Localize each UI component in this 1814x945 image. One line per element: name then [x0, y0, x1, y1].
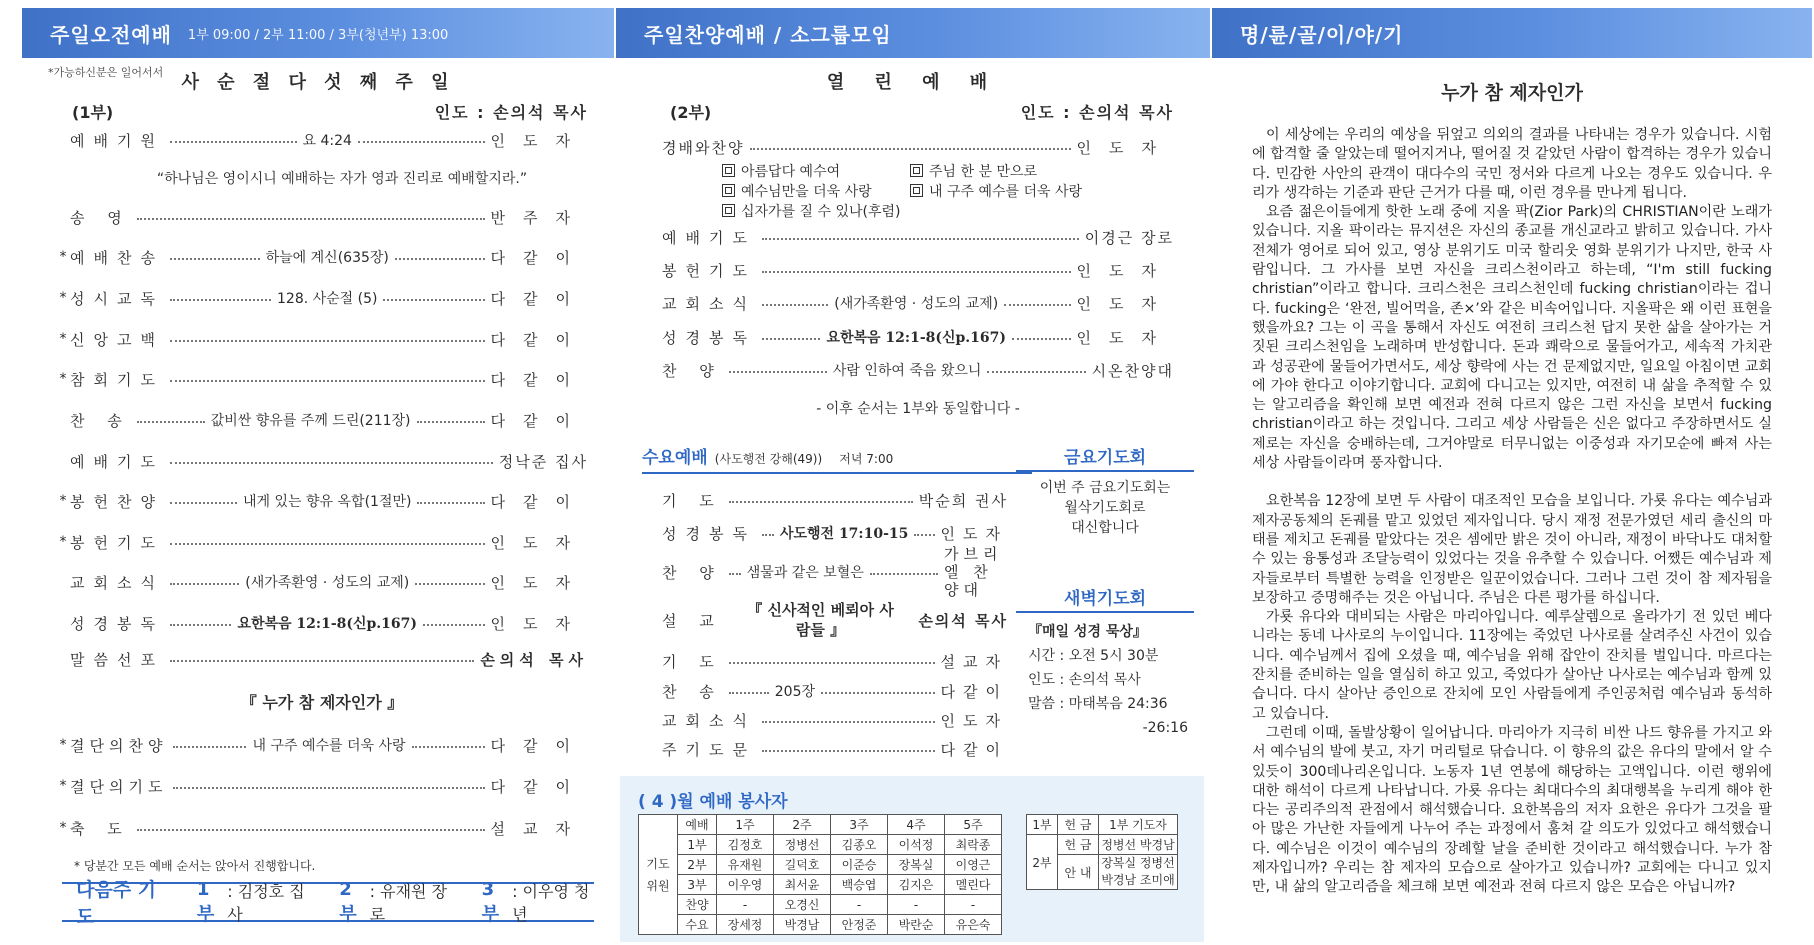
table-cell: 3부 — [678, 875, 717, 895]
offering-names: 정병선 박경남 — [1099, 835, 1178, 855]
leader-dots — [170, 340, 485, 342]
row-item: 『 신사적인 베뢰아 사람들 』 — [747, 601, 894, 639]
row-label: 찬 송 — [70, 411, 131, 430]
table-cell: 2부 — [678, 855, 717, 875]
table-cell: 오경신 — [774, 895, 831, 915]
order-row — [56, 129, 588, 151]
article-paragraph: 이 세상에는 우리의 예상을 뒤엎고 의외의 결과를 나타내는 경우가 있습니다. 시험에 합격할 줄 알았는데 떨어지거나, 떨어질 것 같았던 사람이 합격하는 경우가 있습니다. 민감한 사안의 관객이 대다수의 국민 정서와 다르게 나오는 경우도 있습니다. 우리가 생각하는 기준과 판단 근거가 다를 때, 이런 경우를 만나게 됩니다. — [1252, 127, 1772, 201]
row-leader: 다같이 — [490, 289, 588, 308]
leader-dots — [415, 583, 484, 585]
leader-dots — [417, 421, 485, 423]
leader-dots — [170, 660, 474, 662]
leader-dots — [729, 662, 935, 664]
table-row — [639, 895, 1002, 915]
row-leader: 인도자 — [1076, 138, 1174, 157]
story-title: 누가 참 제자인가 — [1441, 82, 1583, 104]
order-row — [662, 522, 1008, 544]
dawn-leader: 인도 : 손의석 목사 — [1028, 672, 1141, 688]
row-label: 예배기도 — [662, 228, 756, 247]
friday-title: 금요기도회 — [1063, 448, 1147, 468]
row-item: 요 4:24 — [302, 133, 352, 149]
header-cell: 헌 금 — [1058, 815, 1099, 835]
leader-dots — [137, 421, 205, 423]
row-star: * — [59, 371, 67, 387]
table-cell: 최락종 — [945, 835, 1002, 855]
leader-dots — [395, 258, 485, 260]
table-cell: - — [831, 895, 888, 915]
evening-worship-title: 주일찬양예배 / 소그룹모임 — [644, 22, 892, 47]
table-cell: 김종오 — [831, 835, 888, 855]
dawn-scripture: 말씀 : 마태복음 24:36 — [1028, 696, 1168, 712]
table-cell: 유은숙 — [945, 915, 1002, 935]
row-star: * — [59, 249, 67, 265]
row-label: 교회소식 — [662, 711, 756, 730]
article-paragraph: 요한복음 12장에 보면 두 사람이 대조적인 모습을 보입니다. 가룟 유다는 예수님과 제자공동체의 돈궤를 맡고 있었던 제자입니다. 당시 재정 전문가였던 세리 출신의 마태를 제치고 돈궤를 맡았다는 것은 셈에만 밝은 것이 아니라, 재정이 바닥나도 대처할 수 있는 융통성과 조달능력이 있었다는 것을 유추할 수 있습니다. 어쨌든 예수님과 제자들로부터 특별한 능력을 인정받은 일꾼이었습니다. 그러나 그런 것이 참 제자됨을 보장하고 증명해주는 것은 아닙니다. 주님은 다른 평가를 하십니다. — [1252, 493, 1772, 606]
leader-dots — [173, 787, 484, 789]
article-paragraph: 그런데 이때, 돌발상황이 일어납니다. 마리아가 지극히 비싼 나드 향유를 가지고 와서 예수님의 발에 붓고, 자기 머리털로 닦습니다. 이 향유의 값은 유다의 말에서 알 수 있듯이 300데나리온입니다. 노동자 1년 연봉에 해당하는 고액입니다. 이런 행위에 대한 해석이 다르게 나타납니다. 가룟 유다는 최대다수의 최대행복을 누리게 해야 한다는 공리주의적 관점에서 해석했습니다. 요한복음의 저자 요한은 유다가 그것을 팔아 많은 가난한 자들에게 나누어 주는 과정에서 훔쳐 갈 의도가 있었다고 해석했습니다. 예수님은 이것이 예수님의 장례할 날을 준비한 것이라고 해석했습니다. 누가 참 제자입니까? 우리는 참 제자의 모습으로 살아가고 있습니까? 교회에는 다니고 있지만, 내 삶의 알고리즘을 체크해 보면 예전과 전혀 다르지 않은 모습은 아닙니까? — [1252, 724, 1772, 896]
service-times: 1부 09:00 / 2부 11:00 / 3부(청년부) 13:00 — [187, 27, 449, 43]
table-cell: 장세정 — [717, 915, 774, 935]
table-cell: 안정준 — [831, 915, 888, 935]
volunteer-table-left — [638, 814, 1002, 935]
volunteer-table-right — [1026, 814, 1178, 890]
morning-worship-title: 주일오전예배 — [50, 22, 172, 47]
wednesday-title: 수요예배 — [642, 448, 708, 468]
next-prayer-1bu-name: : 김정호 집사 — [227, 882, 305, 924]
row-star: * — [59, 493, 67, 509]
order-row — [56, 246, 588, 268]
next-prayer-3bu-name: : 이우영 청년 — [512, 882, 590, 924]
row-label: 결단의찬양 — [70, 736, 168, 755]
dawn-details — [1028, 620, 1198, 740]
leader-dots — [170, 462, 493, 464]
row-leader: 설교자 — [940, 652, 1008, 671]
table-cell: 길덕호 — [774, 855, 831, 875]
leader-dots — [417, 502, 484, 504]
table-cell: 박란순 — [888, 915, 945, 935]
offering-label: 헌 금 — [1058, 835, 1099, 855]
next-prayer-title: 다음주 기도 — [76, 879, 157, 928]
row-label: 결단의기도 — [70, 777, 168, 796]
row-item: 샘물과 같은 보혈은 — [746, 565, 864, 581]
row-leader: 손의석 목사 — [480, 650, 588, 669]
row-leader: 인도자 — [490, 614, 588, 633]
order-row — [56, 612, 588, 634]
leader-label: 인도 : 손의석 목사 — [1020, 103, 1174, 122]
row-star: * — [59, 534, 67, 550]
song-title: 예수님만을 더욱 사랑 — [741, 184, 872, 200]
second-service-label: 2부 — [1027, 835, 1058, 890]
next-prayer-2bu-name: : 유재원 장로 — [369, 882, 448, 924]
row-label: 신앙고백 — [70, 330, 164, 349]
table-row — [639, 915, 1002, 935]
table-cell: 수요 — [678, 915, 717, 935]
after-order-note: - 이후 순서는 1부와 동일합니다 - — [816, 401, 1020, 417]
header-cell: 1부 기도자 — [1099, 815, 1178, 835]
order-row — [56, 775, 588, 797]
order-row — [662, 709, 1008, 731]
leader-dots — [170, 543, 485, 545]
volunteer-title: ( 4 )월 예배 봉사자 — [638, 792, 788, 812]
row-leader: 다같이 — [490, 411, 588, 430]
row-item: 값비싼 향유를 주께 드린(211장) — [210, 413, 411, 429]
guide-names-line: 박경남 조미애 — [1101, 873, 1175, 887]
order-row — [56, 648, 588, 670]
row-leader: 이경근 장로 — [1084, 228, 1174, 247]
row-leader: 인도자 — [490, 131, 588, 150]
guide-names — [1099, 855, 1178, 890]
leader-dots — [170, 258, 260, 260]
row-leader: 가브리엘 찬양대 — [944, 545, 1003, 599]
row-leader: 다같이 — [490, 492, 588, 511]
row-item: 요한복음 12:1-8(신p.167) — [826, 330, 1007, 346]
leader-dots — [729, 501, 913, 503]
row-label: 설 교 — [662, 611, 723, 630]
order-row — [662, 738, 1008, 760]
row-item: 내 구주 예수를 더욱 사랑 — [252, 738, 406, 754]
friday-line: 대신합니다 — [1071, 520, 1139, 536]
section-label-2bu: (2부) — [670, 103, 712, 122]
table-cell: 멜린다 — [945, 875, 1002, 895]
row-label: 찬 송 — [662, 682, 723, 701]
row-label: 봉헌기도 — [662, 261, 756, 280]
order-row — [56, 409, 588, 431]
leader-dots — [821, 692, 935, 694]
header-cell: 4주 — [888, 815, 945, 835]
song-title: 내 구주 예수를 더욱 사랑 — [929, 184, 1083, 200]
leader-dots — [170, 299, 271, 301]
row-label: 말씀선포 — [70, 650, 164, 669]
leader-dots — [137, 829, 485, 831]
row-label: 봉헌찬양 — [70, 492, 164, 511]
leader-dots — [170, 502, 237, 504]
next-prayer-3bu-label: 3부 — [481, 878, 500, 925]
row-item: 하늘에 계신(635장) — [265, 250, 389, 266]
table-cell: 김지은 — [888, 875, 945, 895]
leader-dots — [870, 573, 938, 575]
order-row — [662, 489, 1008, 511]
leader-dots — [358, 141, 485, 143]
table-cell: - — [717, 895, 774, 915]
row-item: (새가족환영 · 성도의 교제) — [834, 296, 999, 312]
row-label: 주기도문 — [662, 740, 756, 759]
stand-note: *가능하신분은 일어서서 — [48, 66, 164, 79]
row-star: * — [59, 331, 67, 347]
morning-worship-column — [22, 0, 614, 945]
row-label: 찬 양 — [662, 361, 723, 380]
leader-dots — [729, 692, 769, 694]
table-cell: - — [945, 895, 1002, 915]
leader-dots — [170, 583, 239, 585]
header-cell: 예배 — [678, 815, 717, 835]
row-leader: 다같이 — [940, 740, 1008, 759]
song-title: 십자가를 질 수 있나(후렴) — [741, 204, 901, 220]
story-column — [1212, 0, 1812, 945]
table-cell: 1부 — [678, 835, 717, 855]
leader-label: 인도 : 손의석 목사 — [434, 103, 588, 122]
evening-worship-column — [616, 0, 1210, 945]
order-row — [56, 368, 588, 390]
row-leader: 시온찬양대 — [1091, 361, 1175, 380]
guide-names-line: 장복실 정병선 — [1101, 856, 1175, 870]
leader-dots — [1004, 304, 1070, 306]
leader-dots — [762, 750, 935, 752]
row-item: 사도행전 17:10-15 — [779, 526, 909, 542]
table-cell: 정병선 — [774, 835, 831, 855]
order-row — [662, 680, 1008, 702]
row-leader: 다같이 — [490, 330, 588, 349]
story-article — [1252, 126, 1772, 898]
row-star: * — [59, 290, 67, 306]
row-leader: 반주자 — [490, 208, 588, 227]
row-label: 예배기도 — [70, 452, 164, 471]
row-label: 경배와찬양 — [662, 138, 745, 157]
order-row — [56, 328, 588, 350]
row-label: 교회소식 — [70, 573, 164, 592]
wednesday-subtitle: (사도행전 강해(49)) — [714, 452, 823, 466]
row-label: 기 도 — [662, 491, 723, 510]
story-band-title: 명/륜/골/이/야/기 — [1240, 22, 1404, 47]
row-item: 내게 있는 향유 옥합(1절만) — [243, 494, 412, 510]
open-worship-heading: 열 린 예 배 — [826, 72, 1000, 93]
call-to-worship-quote: “하나님은 영이시니 예배하는 자가 영과 진리로 예배할지라.” — [156, 171, 528, 187]
next-prayer-2bu-label: 2부 — [339, 878, 357, 925]
row-leader: 인도자 — [1076, 261, 1174, 280]
order-row — [56, 817, 588, 839]
table-cell: 김정호 — [717, 835, 774, 855]
row-label: 참회기도 — [70, 370, 164, 389]
friday-line: 이번 주 금요기도회는 — [1039, 480, 1171, 496]
row-label: 성경봉독 — [70, 614, 164, 633]
row-label: 기 도 — [662, 652, 723, 671]
leader-dots — [423, 624, 484, 626]
table-cell: 최서윤 — [774, 875, 831, 895]
row-leader: 다같이 — [490, 736, 589, 755]
article-paragraph: 가룟 유다와 대비되는 사람은 마리아입니다. 예루살렘으로 올라가기 전 있던 베다니라는 동네 나사로의 누이입니다. 11장에는 죽었던 나사로를 살려주신 사건이 있습니다. 예수님께서 집에 오셨을 때, 예수님을 위해 잡안이 잔치를 벌입니다. 마르다는 잔치를 준비하는 일을 열심히 하고 있고, 죽었다가 살아난 나사로는 예수님과 함께 있습니다. 다시 살아난 증인으로 잔치에 모인 사람들에게 주인공처럼 예수님과 동석하고 있습니다. — [1252, 609, 1772, 722]
guide-label: 안 내 — [1058, 855, 1099, 890]
friday-notice — [1016, 478, 1194, 538]
row-leader: 손의석 목사 — [918, 611, 1008, 630]
row-label: 찬 양 — [662, 563, 723, 582]
table-cell: 찬양 — [678, 895, 717, 915]
order-row — [56, 734, 588, 756]
row-label: 예배기원 — [70, 131, 164, 150]
row-label: 교회소식 — [662, 294, 756, 313]
table-cell: 이영근 — [945, 855, 1002, 875]
leader-dots — [137, 218, 485, 220]
seated-footnote: * 당분간 모든 예배 순서는 앉아서 진행합니다. — [74, 859, 316, 873]
dawn-title: 새벽기도회 — [1063, 589, 1147, 609]
order-row — [662, 650, 1008, 672]
row-leader: 박순희 권사 — [918, 491, 1008, 510]
table-row — [639, 835, 1002, 855]
row-label: 성경봉독 — [662, 524, 756, 543]
row-leader: 인도자 — [940, 524, 1008, 543]
order-row — [56, 206, 588, 228]
dawn-header — [1016, 584, 1194, 613]
order-row — [662, 545, 1008, 599]
row-star: * — [59, 820, 67, 836]
order-row — [56, 287, 588, 309]
header-cell: 1부 — [1027, 815, 1058, 835]
section-label-1bu: (1부) — [72, 103, 114, 122]
song-title: 아름답다 예수여 — [741, 164, 841, 180]
row-label: 봉헌기도 — [70, 533, 164, 552]
table-cell: 백승엽 — [831, 875, 888, 895]
order-row — [56, 571, 588, 593]
row-leader: 설교자 — [490, 819, 588, 838]
leader-dots — [170, 624, 231, 626]
order-row — [56, 490, 588, 512]
order-row — [56, 450, 588, 472]
dawn-time: 시간 : 오전 5시 30분 — [1028, 648, 1159, 664]
prayer-committee-label: 기도위원 — [639, 815, 678, 935]
next-prayer-1bu-label: 1부 — [196, 878, 215, 925]
order-row — [662, 598, 1008, 642]
leader-dots — [170, 141, 297, 143]
order-row — [56, 531, 588, 553]
row-item: 요한복음 12:1-8(신p.167) — [237, 616, 418, 632]
dawn-subject: 『매일 성경 묵상』 — [1028, 624, 1147, 640]
row-leader: 인도자 — [940, 711, 1008, 730]
table-row — [639, 855, 1002, 875]
header-cell: 2주 — [774, 815, 831, 835]
article-paragraph: 요즘 젊은이들에게 핫한 노래 중에 지올 팍(Zior Park)의 CHRISTIAN이란 노래가 있습니다. 지올 팍이라는 뮤지션은 자신의 종교를 개신교라고 밝히고 있습니다. 가사 전체가 영어로 되어 있고, 영상 분위기도 미국 할리웃 영화 분위기가 나지만, 한국 사람입니다. 그 가사를 보면 자신을 크리스천이라고 하는데, “I'm still fucking christian”이라고 합니다. 크리스천은 크리스천인데 fucking christian이라는 겁니다. fucking은 ‘완전, 빌어먹을, 존×’와 같은 비속어입니다. 지올팍은 왜 이런 표현을 했을까요? 그는 이 곡을 통해서 자신도 여전히 크리스천 답지 못한 삶을 살아가는 거짓된 크리스천임을 노래하며 반성합니다. 돈과 쾌락으로 물들어가고, 세속적 가치관과 성공관에 물들어가면서도, 세상 향락에 사는 건 문제없지만, 일요일 아침이면 교회에 가야 한다고 이야기합니다. 교회에 다니고는 있지만, 여전히 내 삶을 추적할 수 있는 알고리즘을 확인해 보면 예전과 전혀 다르지 않은 그런 자신을 보면서 fucking christian이라고 하는 것입니다. 그리고 세상 사람들은 신은 없다고 주장하면서도 실제로는 자신을 숭배하는데, 그거야말로 터무니없는 이중성과 자기모순에 빠져 사는 세상 사람들이라며 풍자합니다. — [1252, 204, 1772, 472]
story-header — [1212, 8, 1812, 58]
row-leader: 인도자 — [1076, 294, 1175, 313]
leader-dots — [729, 573, 741, 575]
friday-header — [1016, 443, 1194, 472]
table-cell: 이석정 — [888, 835, 945, 855]
row-label: 성시교독 — [70, 289, 164, 308]
table-cell: 이준승 — [831, 855, 888, 875]
row-leader: 인도자 — [1076, 328, 1174, 347]
wednesday-time: 저녁 7:00 — [839, 452, 894, 466]
row-label: 예배찬송 — [70, 248, 164, 267]
table-cell: 유재원 — [717, 855, 774, 875]
song-title: 주님 한 분 만으로 — [929, 164, 1038, 180]
leader-dots — [412, 746, 485, 748]
row-star: * — [59, 737, 67, 753]
leader-dots — [914, 534, 934, 536]
table-row — [639, 875, 1002, 895]
header-cell: 1주 — [717, 815, 774, 835]
table-cell: 이우영 — [717, 875, 774, 895]
table-cell: 박경남 — [774, 915, 831, 935]
row-star: * — [59, 778, 67, 794]
row-leader: 정낙준 집사 — [498, 452, 588, 471]
header-cell: 5주 — [945, 815, 1002, 835]
table-cell: 장복실 — [888, 855, 945, 875]
order-of-worship — [56, 0, 588, 945]
row-leader: 인도자 — [490, 573, 589, 592]
sunday-heading: 사 순 절 다 섯 째 주 일 — [181, 72, 455, 93]
sermon-title: 『 누가 참 제자인가 』 — [240, 693, 404, 712]
row-item: 128. 사순절 (5) — [277, 291, 378, 307]
friday-line: 월삭기도회로 — [1064, 500, 1146, 516]
dawn-scripture-end: -26:16 — [1142, 720, 1188, 736]
row-label: 송 영 — [70, 208, 131, 227]
row-item: 사람 인하여 죽음 왔으니 — [832, 363, 982, 379]
leader-dots — [762, 534, 774, 536]
leader-dots — [762, 721, 935, 723]
row-item: 205장 — [774, 684, 815, 700]
leader-dots — [173, 746, 246, 748]
row-leader: 다같이 — [490, 370, 588, 389]
table-cell: - — [888, 895, 945, 915]
row-leader: 다같이 — [490, 248, 589, 267]
row-item: (새가족환영 · 성도의 교제) — [245, 575, 410, 591]
row-label: 성경봉독 — [662, 328, 756, 347]
next-week-prayer-bar — [62, 878, 594, 928]
leader-dots — [1012, 338, 1070, 340]
leader-dots — [383, 299, 484, 301]
row-leader: 인도자 — [490, 533, 588, 552]
row-leader: 다같이 — [490, 777, 588, 796]
row-leader: 다같이 — [940, 682, 1008, 701]
leader-dots — [170, 380, 485, 382]
row-label: 축 도 — [70, 819, 131, 838]
header-cell: 3주 — [831, 815, 888, 835]
